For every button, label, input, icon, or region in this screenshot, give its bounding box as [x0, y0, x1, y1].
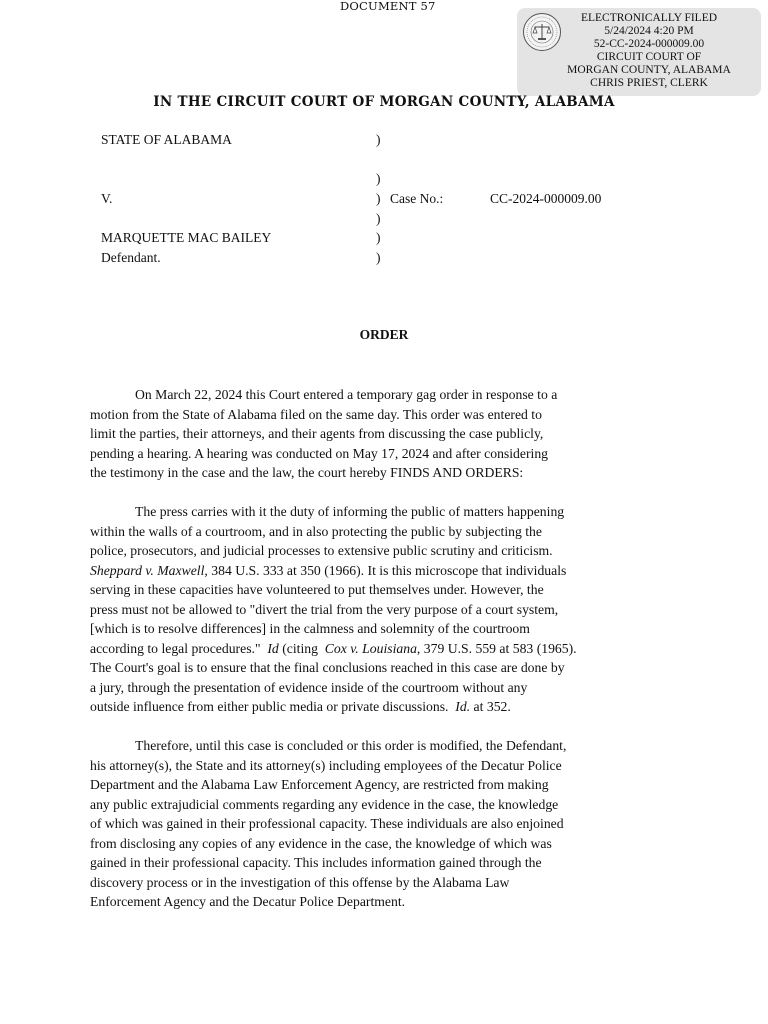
text-line [90, 561, 678, 581]
text-line: On March 22, 2024 this Court entered a temporary gag order in response to a [135, 387, 558, 402]
text-line: any public extrajudicial comments regarding any evidence in the case, the knowledge [90, 796, 559, 812]
text-line [90, 639, 678, 659]
text-line: limit the parties, their attorneys, and their agents from discussing the case publicly, [90, 426, 544, 441]
case-number-label: Case No.: [390, 191, 444, 207]
text-line: discovery process or in the investigation of this offense by the Alabama Law [90, 874, 510, 890]
line-text: according to legal procedures." [90, 640, 268, 656]
text-line: from disclosing any copies of any evidence in the case, the knowledge of which was [90, 835, 552, 851]
paragraph-1 [90, 385, 678, 483]
order-body [90, 385, 678, 931]
caption-row [101, 209, 681, 229]
text-line: gained in their professional capacity. This includes information gained through the [90, 855, 542, 870]
order-title: ORDER [359, 327, 409, 342]
text-line: Department and the Alabama Law Enforcement Agency, are restricted from making [90, 777, 549, 792]
plaintiff-name: STATE OF ALABAMA [101, 132, 232, 147]
stamp-line: 5/24/2024 4:20 PM [604, 25, 694, 37]
text-line: The Court's goal is to ensure that the final conclusions reached in this case are done by [90, 660, 565, 675]
stamp-line: ELECTRONICALLY FILED [580, 12, 718, 24]
line-text: (citing [278, 640, 325, 656]
caption-paren: ) [376, 191, 381, 207]
text-line: Therefore, until this case is concluded or this order is modified, the Defendant, [135, 738, 567, 753]
defendant-role: Defendant. [101, 250, 161, 266]
text-line: motion from the State of Alabama filed on the same day. This order was entered to [90, 406, 542, 422]
text-line: of which was gained in their professional capacity. These individuals are also enjoined [90, 816, 564, 831]
text-line: the testimony in the case and the law, the court hereby FINDS AND ORDERS: [90, 465, 524, 480]
court-heading: IN THE CIRCUIT COURT OF MORGAN COUNTY, ALABAMA [153, 94, 615, 110]
filing-stamp-text [547, 12, 751, 90]
case-citation: Sheppard v. Maxwell [90, 562, 205, 578]
caption-paren: ) [376, 230, 381, 246]
caption-row [101, 228, 681, 248]
stamp-line: MORGAN COUNTY, ALABAMA [567, 64, 731, 76]
stamp-line: 52-CC-2024-000009.00 [593, 38, 705, 50]
text-line: [which is to resolve differences] in the calmness and solemnity of the courtroom [90, 621, 530, 636]
caption-row [101, 150, 681, 170]
case-citation: Cox v. Louisiana [324, 640, 417, 656]
versus-label: V. [101, 191, 113, 207]
citation-text: , 379 U.S. 559 at 583 (1965). [416, 640, 577, 656]
text-line: within the walls of a courtroom, and in also protecting the public by subjecting the [90, 523, 542, 539]
text-line: serving in these capacities have volunteered to put themselves under. However, the [90, 582, 544, 597]
stamp-line: CIRCUIT COURT OF [596, 51, 702, 63]
caption-row [101, 248, 681, 268]
text-line: press must not be allowed to "divert the trial from the very purpose of a court system, [90, 601, 559, 617]
citation-text: , 384 U.S. 333 at 350 (1966). It is this microscope that individuals [204, 562, 567, 578]
caption-row [101, 169, 681, 189]
text-line: The press carries with it the duty of informing the public of matters happening [135, 504, 565, 519]
case-number: CC-2024-000009.00 [490, 191, 602, 207]
case-caption [101, 130, 681, 268]
caption-paren: ) [376, 210, 381, 226]
text-line: pending a hearing. A hearing was conducted on May 17, 2024 and after considering [90, 445, 549, 461]
text-line: his attorney(s), the State and its attorney(s) including employees of the Decatur Police [90, 757, 562, 773]
caption-paren: ) [376, 250, 381, 266]
id-citation: Id [267, 640, 279, 656]
line-text: outside influence from either public media or private discussions. [90, 699, 456, 714]
text-line: police, prosecutors, and judicial processes to extensive public scrutiny and criticism. [90, 543, 553, 558]
caption-row [101, 130, 681, 150]
citation-text: at 352. [470, 699, 511, 714]
paragraph-3 [90, 736, 678, 912]
text-line: Enforcement Agency and the Decatur Police Department. [90, 894, 406, 909]
caption-row [101, 189, 681, 209]
filing-stamp [517, 8, 761, 96]
id-citation: Id. [455, 699, 471, 714]
text-line [90, 697, 678, 717]
paragraph-2 [90, 502, 678, 717]
caption-paren: ) [376, 132, 381, 147]
caption-paren: ) [376, 171, 381, 187]
text-line: a jury, through the presentation of evidence inside of the courtroom without any [90, 679, 528, 695]
defendant-name: MARQUETTE MAC BAILEY [101, 230, 272, 246]
document-number: DOCUMENT 57 [340, 0, 436, 13]
stamp-line: CHRIS PRIEST, CLERK [590, 77, 708, 89]
